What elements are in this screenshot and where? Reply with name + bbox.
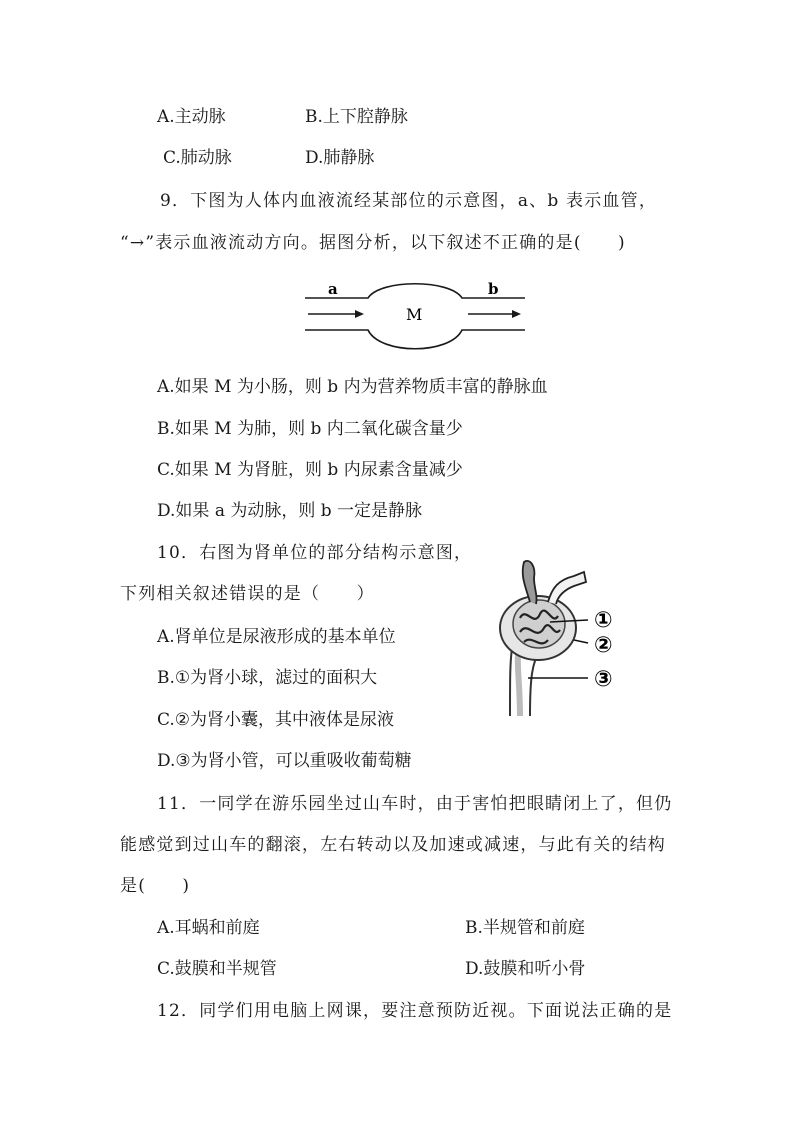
q10-stem-line1: 10．右图为肾单位的部分结构示意图， [157, 543, 473, 563]
q11-stem-line2: 能感觉到过山车的翻滚，左右转动以及加速或减速，与此有关的结构 [120, 835, 666, 855]
q8-option-b: B.上下腔静脉 [305, 107, 408, 127]
q9-label-m: M [406, 305, 423, 324]
q8-option-d: D.肺静脉 [305, 148, 375, 168]
q9-option-d: D.如果 a 为动脉，则 b 一定是静脉 [157, 501, 423, 521]
q10-tubule-outer [510, 648, 512, 716]
q8-option-c: C.肺动脉 [163, 148, 232, 168]
q10-label-1: ① [594, 608, 613, 633]
q9-stem-line2: “→”表示血液流动方向。据图分析，以下叙述不正确的是( ) [120, 233, 626, 253]
q10-label-2: ② [594, 633, 613, 658]
q11-option-a: A.耳蜗和前庭 [157, 918, 260, 938]
q10-nephron-diagram [490, 558, 630, 718]
q9-flow-arrowhead-b [512, 310, 521, 318]
q8-option-a: A.主动脉 [157, 107, 226, 127]
q11-stem-line1: 11．一同学在游乐园坐过山车时，由于害怕把眼睛闭上了，但仍 [157, 794, 673, 814]
q10-option-d: D.③为肾小管，可以重吸收葡萄糖 [157, 751, 412, 771]
q10-stem-line2: 下列相关叙述错误的是（ ） [120, 584, 375, 604]
q9-option-c: C.如果 M 为肾脏，则 b 内尿素含量减少 [157, 460, 463, 480]
q10-tubule-lumen [518, 653, 520, 716]
q9-blood-vessel-diagram [300, 275, 530, 355]
q11-option-d: D.鼓膜和听小骨 [465, 959, 586, 979]
q9-label-b: b [488, 280, 499, 298]
q9-stem-line1: 9．下图为人体内血液流经某部位的示意图，a、b 表示血管， [160, 191, 658, 211]
q9-option-a: A.如果 M 为小肠，则 b 内为营养物质丰富的静脉血 [157, 377, 548, 397]
q11-stem-line3: 是( ) [120, 876, 191, 896]
q10-option-a: A.肾单位是尿液形成的基本单位 [157, 627, 396, 647]
q11-option-c: C.鼓膜和半规管 [157, 959, 277, 979]
q9-flow-arrowhead-a [355, 310, 364, 318]
q9-vessel-outline-bottom [305, 330, 525, 349]
q12-stem-line1: 12．同学们用电脑上网课，要注意预防近视。下面说法正确的是 [157, 1001, 673, 1021]
q11-option-b: B.半规管和前庭 [465, 918, 585, 938]
q9-label-a: a [328, 280, 338, 298]
q10-label-3: ③ [594, 667, 613, 692]
q10-option-c: C.②为肾小囊，其中液体是尿液 [157, 710, 395, 730]
q9-option-b: B.如果 M 为肺，则 b 内二氧化碳含量少 [157, 419, 463, 439]
q10-option-b: B.①为肾小球，滤过的面积大 [157, 668, 378, 688]
q10-efferent-arteriole [548, 572, 586, 604]
q10-capsule-inner [513, 600, 565, 648]
q10-leader-2 [574, 640, 588, 643]
